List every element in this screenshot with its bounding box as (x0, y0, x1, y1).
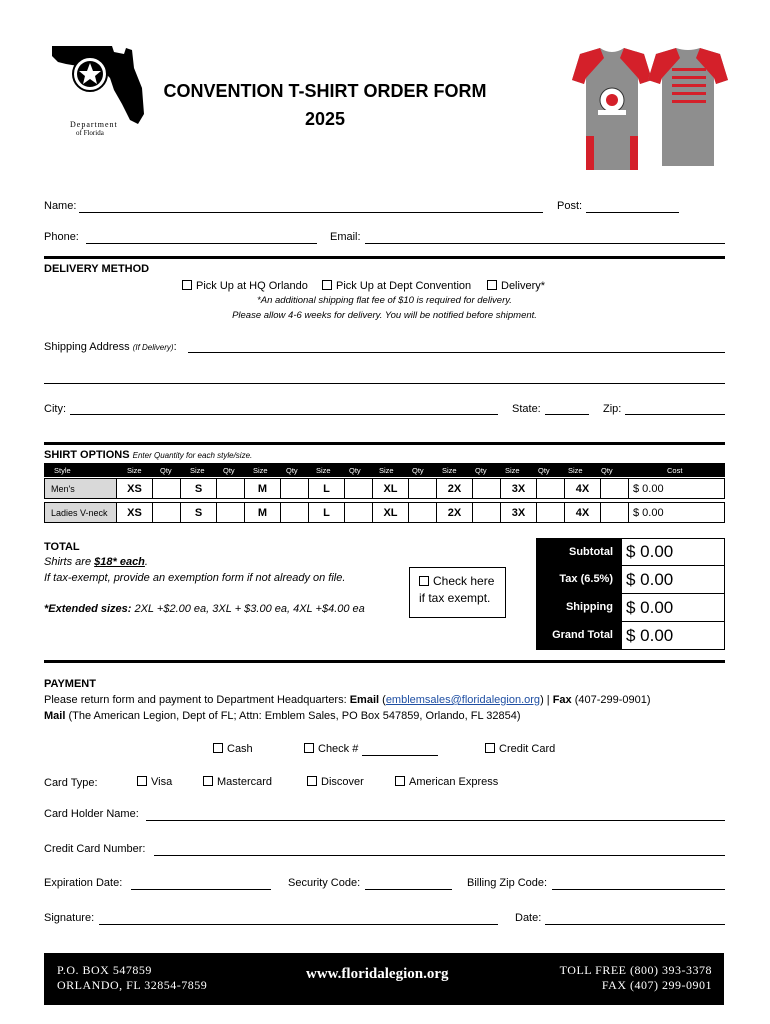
col-size: Size (379, 466, 394, 475)
fax-label-bold: Fax (552, 694, 572, 706)
tax-exempt-note: If tax-exempt, provide an exemption form if not already on file. (44, 572, 346, 584)
tax-label: Tax (6.5%) (559, 573, 613, 585)
shipping-value: $ 0.00 (621, 594, 725, 622)
state-field[interactable] (545, 414, 589, 415)
cost-cell (629, 479, 724, 498)
qty-input[interactable] (409, 503, 437, 522)
page-year: 2025 (304, 109, 346, 129)
tshirt-image (560, 44, 730, 180)
cost-value: $ 0.00 (633, 506, 664, 519)
footer-bar (44, 953, 724, 1005)
footer-po-box: P.O. BOX 547859 (57, 963, 152, 977)
security-code-field[interactable] (365, 889, 452, 890)
col-qty: Qty (475, 466, 487, 475)
tax-value: $ 0.00 (621, 566, 725, 594)
pay-cash[interactable] (213, 743, 253, 755)
qty-input[interactable] (217, 503, 245, 522)
col-qty: Qty (286, 466, 298, 475)
footer-fax: FAX (407) 299-0901 (601, 978, 712, 992)
size-cell: S (181, 503, 217, 522)
shirt-options-title: SHIRT OPTIONS (44, 449, 130, 461)
security-code-label: Security Code: (288, 877, 361, 889)
page-title: CONVENTION T-SHIRT ORDER FORM (163, 81, 487, 101)
signature-field[interactable] (99, 924, 498, 925)
name-label: Name: (44, 200, 77, 212)
pay-method-label: Credit Card (499, 743, 556, 755)
col-qty: Qty (223, 466, 235, 475)
logo-caption-line1: Department (70, 120, 118, 129)
col-size: Size (253, 466, 268, 475)
tax-exempt-box[interactable] (409, 567, 506, 618)
cost-value: $ 0.00 (633, 482, 664, 495)
card-holder-field[interactable] (146, 820, 725, 821)
size-cell: 3X (501, 479, 537, 498)
shipping-address-text: Shipping Address (44, 341, 130, 353)
price-suffix: . (144, 556, 148, 568)
card-type-label: Card Type: (44, 777, 98, 789)
qty-input[interactable] (281, 503, 309, 522)
extended-sizes-label: *Extended sizes: (44, 603, 132, 615)
name-field[interactable] (79, 212, 543, 213)
zip-label: Zip: (603, 403, 622, 415)
shirt-table-header (44, 463, 725, 477)
billing-zip-label: Billing Zip Code: (467, 877, 548, 889)
checkbox-icon[interactable] (213, 743, 223, 753)
size-cell: 4X (565, 479, 601, 498)
size-cell: S (181, 479, 217, 498)
shipping-address-field-2[interactable] (44, 383, 725, 384)
email-field[interactable] (365, 243, 725, 244)
price-note (44, 556, 148, 568)
qty-input[interactable] (153, 479, 181, 498)
zip-field[interactable] (625, 414, 725, 415)
size-cell: XL (373, 479, 409, 498)
qty-input[interactable] (281, 479, 309, 498)
shipping-address-field[interactable] (188, 352, 725, 353)
checkbox-icon[interactable] (419, 576, 429, 586)
shipping-address-hint: (If Delivery) (132, 343, 174, 352)
card-type-option: American Express (409, 776, 499, 788)
size-cell: M (245, 503, 281, 522)
qty-input[interactable] (537, 479, 565, 498)
qty-input[interactable] (217, 479, 245, 498)
logo-caption-line2: of Florida (76, 129, 104, 137)
col-qty: Qty (412, 466, 424, 475)
col-style: Style (54, 466, 71, 475)
checkbox-icon[interactable] (485, 743, 495, 753)
post-field[interactable] (586, 212, 679, 213)
state-label: State: (512, 403, 541, 415)
grand-total-label: Grand Total (552, 629, 613, 641)
grand-total-value: $ 0.00 (621, 622, 725, 650)
divider (44, 660, 725, 663)
city-field[interactable] (70, 414, 498, 415)
pay-method-label: Cash (227, 743, 253, 755)
mail-label-bold: Mail (44, 710, 66, 722)
return-text: Please return form and payment to Department Headquarters: (44, 694, 350, 706)
delivery-fee-note: *An additional shipping flat fee of $10 is required for delivery. (257, 295, 512, 306)
card-type-option: Mastercard (217, 776, 273, 788)
checkbox-icon[interactable] (487, 280, 497, 290)
pay-credit-card[interactable] (485, 743, 555, 755)
billing-zip-field[interactable] (552, 889, 725, 890)
card-mastercard[interactable] (203, 776, 272, 788)
shipping-total-label: Shipping (565, 601, 613, 613)
card-number-field[interactable] (154, 855, 725, 856)
totals-labels (536, 538, 621, 650)
col-size: Size (190, 466, 205, 475)
card-discover[interactable] (307, 776, 364, 788)
card-holder-label: Card Holder Name: (44, 808, 139, 820)
email-paren-close: ) | (540, 694, 553, 706)
size-cell: 4X (565, 503, 601, 522)
checkbox-icon[interactable] (395, 776, 405, 786)
delivery-option-label: Delivery* (501, 280, 546, 292)
col-qty: Qty (349, 466, 361, 475)
divider (44, 256, 725, 259)
qty-input[interactable] (601, 479, 629, 498)
tax-exempt-label: Check here (433, 574, 495, 588)
tax-exempt-line2: if tax exempt. (419, 591, 491, 605)
mail-address: (The American Legion, Dept of FL; Attn: Emblem Sales, PO Box 547859, Orlando, FL 32854) (65, 710, 521, 722)
payment-heading: PAYMENT (44, 678, 96, 690)
check-number-field[interactable] (362, 755, 438, 756)
size-cell: 3X (501, 503, 537, 522)
tax-exempt-line1 (419, 573, 505, 590)
delivery-option-hq[interactable] (182, 280, 308, 292)
delivery-option-label: Pick Up at HQ Orlando (196, 280, 308, 292)
extended-sizes-text: 2XL +$2.00 ea, 3XL + $3.00 ea, 4XL +$4.00 ea (131, 603, 365, 615)
checkbox-icon[interactable] (304, 743, 314, 753)
delivery-option-convention[interactable] (322, 280, 471, 292)
qty-input[interactable] (601, 503, 629, 522)
col-qty: Qty (160, 466, 172, 475)
size-cell: XS (117, 503, 153, 522)
qty-input[interactable] (473, 503, 501, 522)
footer-website[interactable]: www.floridalegion.org (306, 966, 449, 982)
subtotal-value: $ 0.00 (621, 538, 725, 566)
price-prefix: Shirts are (44, 556, 95, 568)
shipping-colon: : (173, 341, 177, 353)
date-field[interactable] (545, 924, 725, 925)
card-amex[interactable] (395, 776, 498, 788)
footer-toll-free: TOLL FREE (800) 393-3378 (559, 963, 712, 977)
qty-input[interactable] (537, 503, 565, 522)
phone-field[interactable] (86, 243, 317, 244)
footer-city: ORLANDO, FL 32854-7859 (57, 978, 208, 992)
size-cell: XL (373, 503, 409, 522)
shirt-row-mens (44, 478, 725, 499)
size-cell: 2X (437, 503, 473, 522)
qty-input[interactable] (153, 503, 181, 522)
col-cost: Cost (667, 466, 683, 475)
email-link[interactable]: emblemsales@floridalegion.org (385, 694, 541, 706)
delivery-option-label: Pick Up at Dept Convention (336, 280, 472, 292)
card-type-option: Visa (151, 776, 173, 788)
qty-input[interactable] (345, 503, 373, 522)
extended-sizes-note (44, 603, 365, 615)
divider (44, 442, 725, 445)
delivery-option-delivery[interactable] (487, 280, 545, 292)
col-qty: Qty (538, 466, 550, 475)
pay-check[interactable] (304, 743, 358, 755)
col-size: Size (442, 466, 457, 475)
date-label: Date: (515, 912, 542, 924)
col-size: Size (316, 466, 331, 475)
shirt-options-heading (44, 449, 252, 461)
subtotal-label: Subtotal (569, 546, 613, 558)
shirt-options-hint: Enter Quantity for each style/size. (132, 451, 253, 460)
size-cell: M (245, 479, 281, 498)
checkbox-icon[interactable] (203, 776, 213, 786)
checkbox-icon[interactable] (137, 776, 147, 786)
size-cell: 2X (437, 479, 473, 498)
email-label: Email: (330, 231, 361, 243)
legion-florida-logo (50, 44, 146, 136)
card-number-label: Credit Card Number: (44, 843, 146, 855)
expiration-field[interactable] (131, 889, 271, 890)
email-label-bold: Email (349, 694, 380, 706)
card-type-option: Discover (321, 776, 364, 788)
col-size: Size (505, 466, 520, 475)
mail-instructions (44, 710, 521, 722)
qty-input[interactable] (473, 479, 501, 498)
qty-input[interactable] (409, 479, 437, 498)
shirt-row-ladies (44, 502, 725, 523)
expiration-label: Expiration Date: (44, 877, 123, 889)
style-label: Men's (51, 483, 75, 494)
signature-label: Signature: (44, 912, 95, 924)
shipping-address-label (44, 341, 177, 353)
size-cell: L (309, 503, 345, 522)
checkbox-icon[interactable] (307, 776, 317, 786)
checkbox-icon[interactable] (182, 280, 192, 290)
size-cell: XS (117, 479, 153, 498)
style-label: Ladies V-neck (51, 507, 108, 518)
phone-label: Phone: (44, 231, 79, 243)
fax-number: (407-299-0901) (571, 694, 651, 706)
delivery-heading: DELIVERY METHOD (44, 263, 150, 275)
card-visa[interactable] (137, 776, 172, 788)
payment-instructions (44, 694, 651, 706)
total-heading: TOTAL (44, 541, 80, 553)
price-value: $18* each (94, 556, 145, 568)
pay-method-label: Check # (318, 743, 359, 755)
col-size: Size (127, 466, 142, 475)
city-label: City: (44, 403, 66, 415)
post-label: Post: (557, 200, 583, 212)
col-qty: Qty (601, 466, 613, 475)
col-size: Size (568, 466, 583, 475)
style-cell (45, 503, 117, 522)
size-cell: L (309, 479, 345, 498)
email-paren: ( (379, 694, 386, 706)
checkbox-icon[interactable] (322, 280, 332, 290)
cost-cell (629, 503, 724, 522)
qty-input[interactable] (345, 479, 373, 498)
style-cell (45, 479, 117, 498)
delivery-time-note: Please allow 4-6 weeks for delivery. You will be notified before shipment. (232, 310, 537, 321)
